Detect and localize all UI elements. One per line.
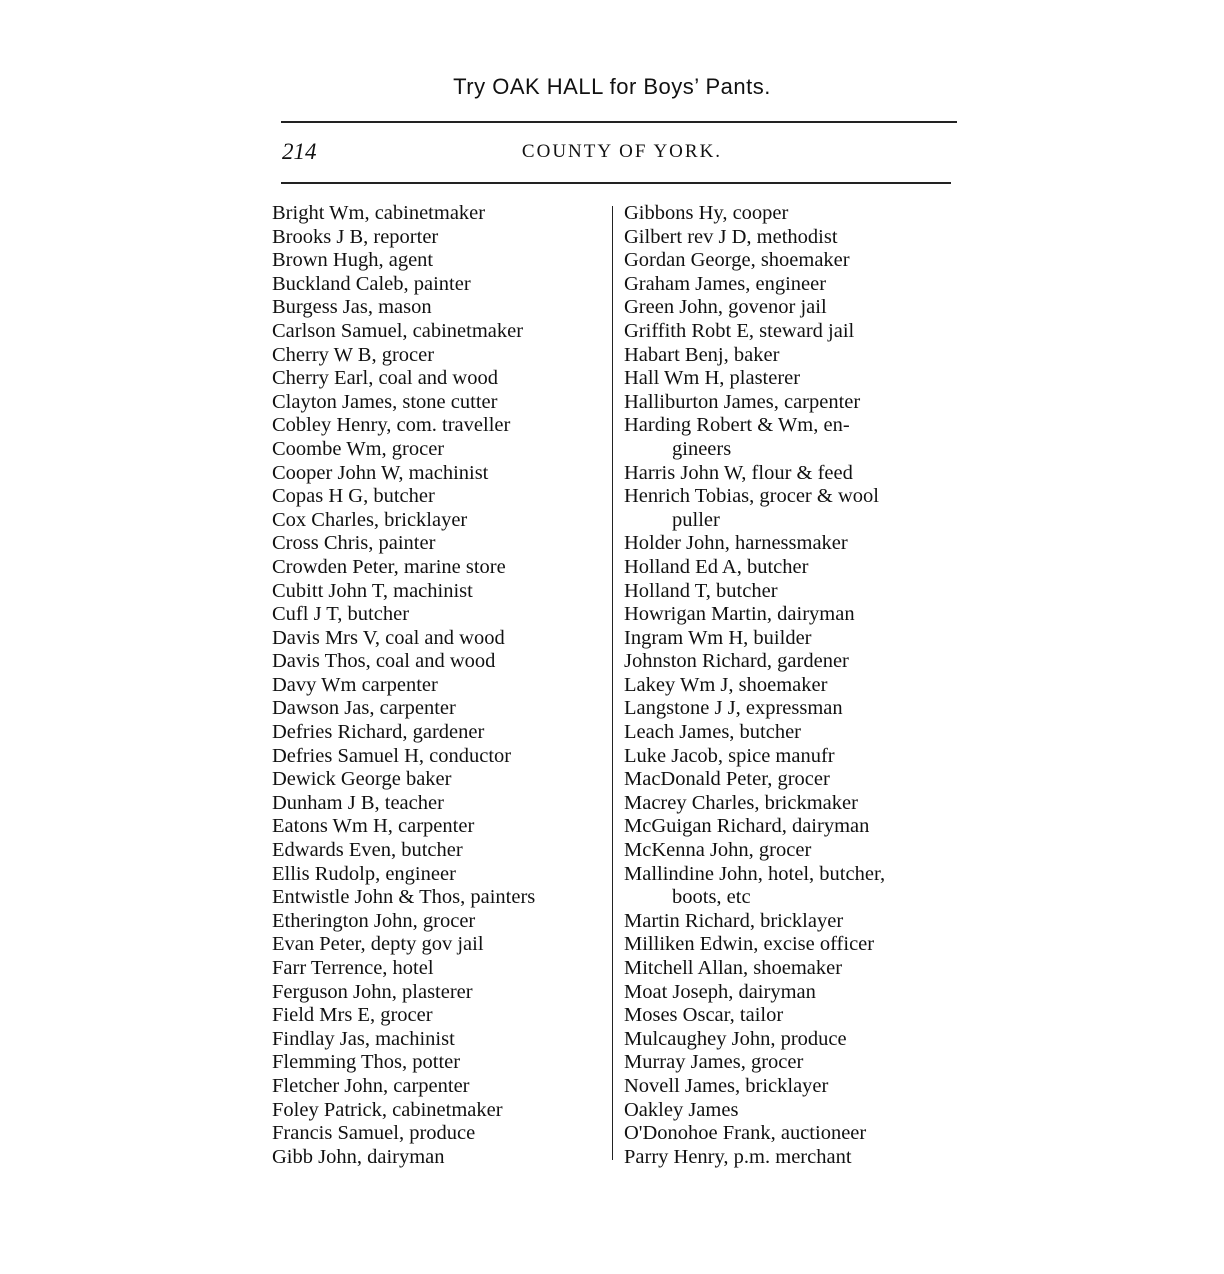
list-item: MacDonald Peter, grocer [624, 768, 830, 791]
list-item: Cooper John W, machinist [272, 461, 489, 484]
list-item: Clayton James, stone cutter [272, 390, 498, 413]
list-item: Ingram Wm H, builder [624, 626, 812, 649]
list-item: Findlay Jas, machinist [272, 1027, 455, 1050]
list-item: McKenna John, grocer [624, 839, 812, 862]
list-item: Macrey Charles, brickmaker [624, 791, 858, 814]
list-item: Gibb John, dairyman [272, 1145, 445, 1168]
page-number: 214 [282, 139, 317, 164]
list-item: Johnston Richard, gardener [624, 650, 849, 673]
list-item: Ellis Rudolp, engineer [272, 862, 456, 885]
list-item: Farr Terrence, hotel [272, 957, 434, 979]
list-item: Cherry W B, grocer [272, 343, 435, 366]
list-item-continuation: gineers [672, 437, 732, 460]
list-item-continuation: boots, etc [672, 886, 751, 909]
list-item: Griffith Robt E, steward jail [624, 319, 855, 342]
list-item: Green John, govenor jail [624, 296, 827, 319]
list-item: Lakey Wm J, shoemaker [624, 673, 828, 696]
list-item: Edwards Even, butcher [272, 839, 463, 862]
list-item: Cufl J T, butcher [272, 603, 410, 626]
list-item: Burgess Jas, mason [272, 296, 432, 319]
list-item: Cherry Earl, coal and wood [272, 367, 498, 390]
list-item: Copas H G, butcher [272, 485, 435, 508]
list-item-continuation: puller [672, 508, 720, 531]
header-rule-top [281, 121, 957, 123]
list-item: Foley Patrick, cabinetmaker [272, 1098, 503, 1121]
advertisement-banner: Try OAK HALL for Boys’ Pants. [453, 74, 771, 99]
list-item: Langstone J J, expressman [624, 697, 843, 720]
list-item: Gordan George, shoemaker [624, 249, 850, 272]
list-item: Gibbons Hy, cooper [624, 202, 789, 224]
list-item: Davy Wm carpenter [272, 673, 438, 696]
list-item: Cobley Henry, com. traveller [272, 414, 511, 437]
list-item: Graham James, engineer [624, 272, 827, 295]
list-item: Martin Richard, bricklayer [624, 909, 844, 932]
list-item: Milliken Edwin, excise officer [624, 933, 875, 956]
list-item: Entwistle John & Thos, painters [272, 886, 536, 909]
list-item: Dawson Jas, carpenter [272, 697, 456, 720]
list-item: Harding Robert & Wm, en- [624, 414, 850, 437]
list-item: Howrigan Martin, dairyman [624, 603, 855, 626]
list-item: Luke Jacob, spice manufr [624, 744, 835, 767]
list-item: Leach James, butcher [624, 721, 802, 744]
list-item: Buckland Caleb, painter [272, 272, 471, 295]
list-item: Carlson Samuel, cabinetmaker [272, 319, 524, 342]
header-rule-bottom [281, 182, 951, 184]
list-item: Davis Mrs V, coal and wood [272, 626, 505, 649]
list-item: Hall Wm H, plasterer [624, 367, 801, 390]
list-item: Evan Peter, depty gov jail [272, 933, 484, 956]
list-item: Etherington John, grocer [272, 909, 476, 932]
list-item: Moses Oscar, tailor [624, 1004, 784, 1027]
list-item: Halliburton James, carpenter [624, 390, 861, 413]
directory-column-left [272, 202, 607, 1169]
list-item: Mulcaughey John, produce [624, 1027, 847, 1050]
list-item: Cubitt John T, machinist [272, 579, 473, 602]
list-item: Novell James, bricklayer [624, 1074, 829, 1097]
list-item: Harris John W, flour & feed [624, 461, 853, 484]
list-item: Moat Joseph, dairyman [624, 980, 816, 1003]
list-item: Dunham J B, teacher [272, 791, 444, 814]
list-item: Parry Henry, p.m. merchant [624, 1145, 852, 1168]
directory-column-right [624, 202, 964, 1169]
list-item: Cox Charles, bricklayer [272, 508, 468, 531]
list-item: Bright Wm, cabinetmaker [272, 202, 486, 224]
list-item: O'Donohoe Frank, auctioneer [624, 1122, 867, 1145]
list-item: Holland Ed A, butcher [624, 555, 809, 578]
list-item: Cross Chris, painter [272, 532, 436, 555]
list-item: Mallindine John, hotel, butcher, [624, 862, 886, 885]
list-item: Brown Hugh, agent [272, 249, 434, 272]
running-head: COUNTY OF YORK. [521, 141, 723, 162]
list-item: Field Mrs E, grocer [272, 1004, 433, 1027]
list-item: Holder John, harnessmaker [624, 532, 848, 555]
list-item: Henrich Tobias, grocer & wool [624, 485, 879, 508]
list-item: Mitchell Allan, shoemaker [624, 957, 843, 979]
list-item: McGuigan Richard, dairyman [624, 815, 870, 838]
list-item: Ferguson John, plasterer [272, 980, 473, 1003]
list-item: Defries Samuel H, conductor [272, 744, 512, 767]
list-item: Flemming Thos, potter [272, 1051, 461, 1074]
list-item: Eatons Wm H, carpenter [272, 815, 475, 838]
list-item: Francis Samuel, produce [272, 1122, 476, 1145]
list-item: Davis Thos, coal and wood [272, 650, 496, 673]
list-item: Defries Richard, gardener [272, 721, 485, 744]
list-item: Gilbert rev J D, methodist [624, 225, 838, 248]
list-item: Holland T, butcher [624, 579, 778, 602]
list-item: Fletcher John, carpenter [272, 1074, 470, 1097]
list-item: Crowden Peter, marine store [272, 555, 506, 578]
list-item: Coombe Wm, grocer [272, 437, 445, 460]
list-item: Brooks J B, reporter [272, 225, 439, 248]
list-item: Murray James, grocer [624, 1051, 804, 1074]
list-item: Habart Benj, baker [624, 343, 780, 366]
column-divider [612, 206, 613, 1160]
list-item: Dewick George baker [272, 768, 452, 791]
list-item: Oakley James [624, 1098, 739, 1121]
